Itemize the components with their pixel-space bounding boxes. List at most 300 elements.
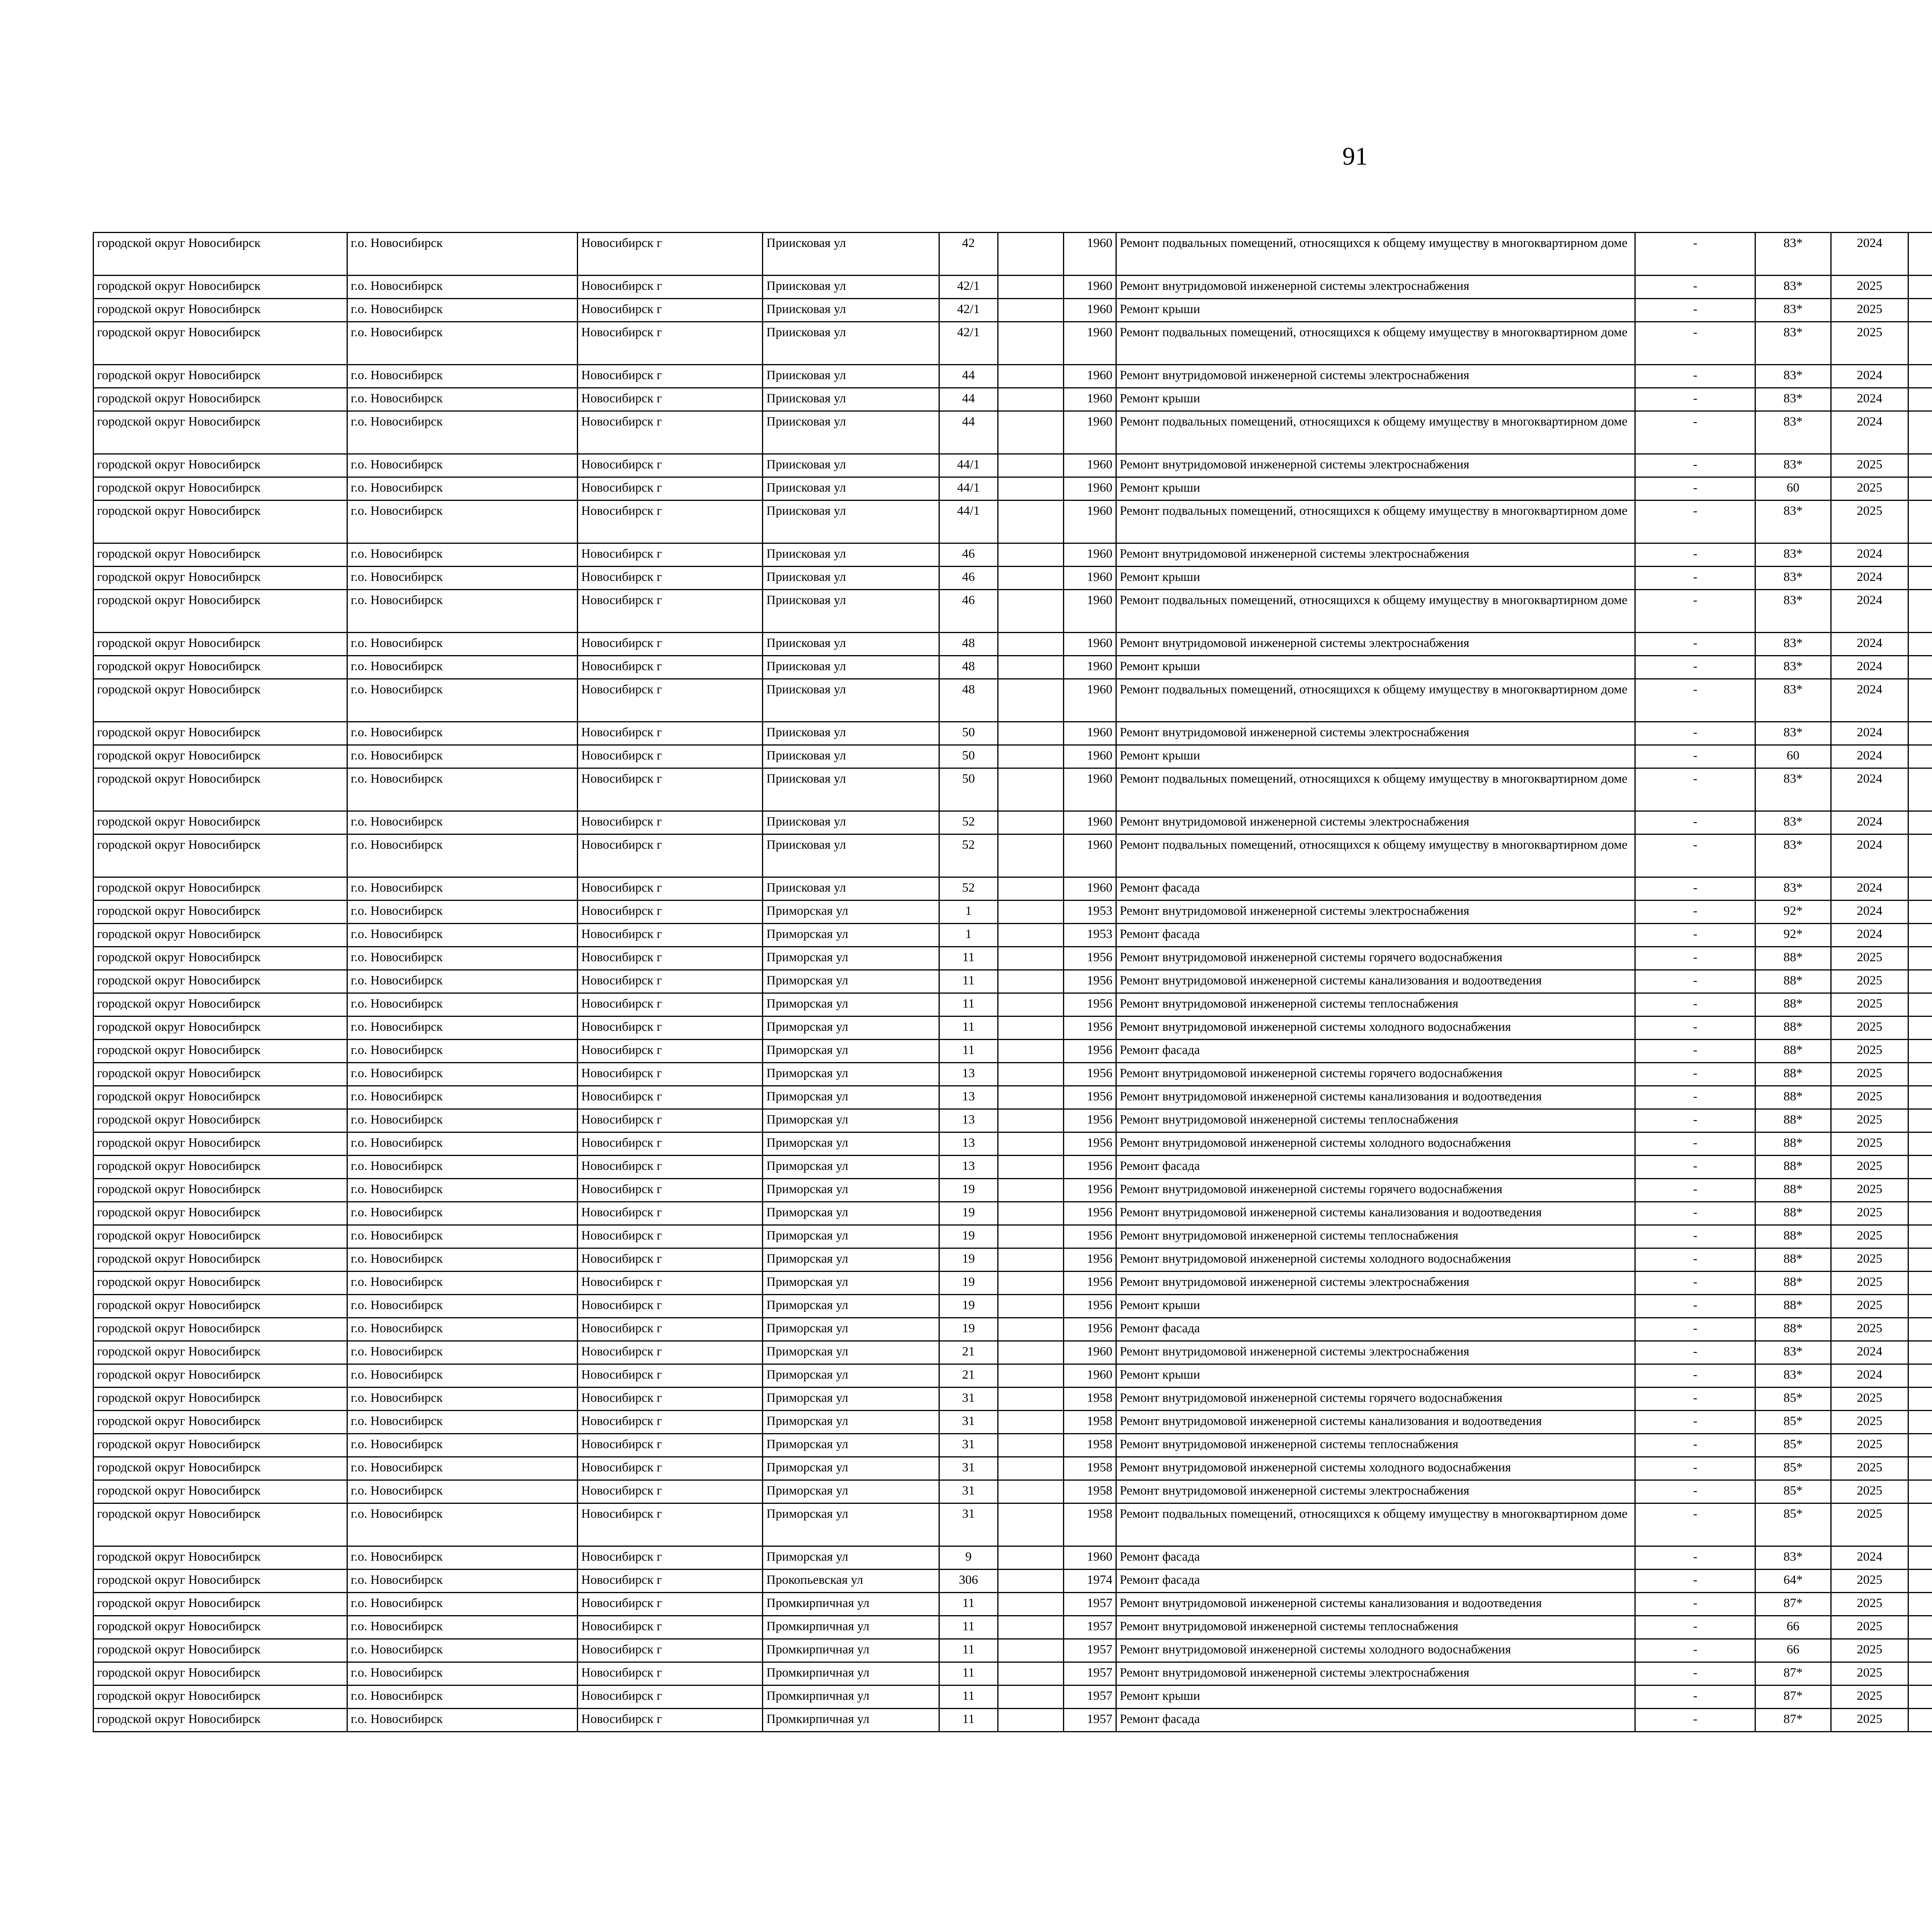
- page-number: 91: [1342, 142, 1368, 170]
- dash-cell: -: [1635, 1411, 1755, 1434]
- house-number-cell: 50: [939, 722, 998, 745]
- okrug-cell: городской округ Новосибирск: [94, 1295, 347, 1318]
- wear-percent-cell: 87*: [1755, 1685, 1831, 1709]
- year-end-cell: [1908, 365, 1932, 388]
- okrug-cell: городской округ Новосибирск: [94, 567, 347, 590]
- building-cell: [998, 877, 1064, 901]
- dash-cell: -: [1635, 877, 1755, 901]
- table-row: [94, 1156, 1932, 1179]
- municipality-cell: г.о. Новосибирск: [347, 1570, 578, 1593]
- wear-percent-cell: 88*: [1755, 1318, 1831, 1341]
- street-cell: Промкирпичная ул: [763, 1593, 939, 1616]
- table-row: [94, 1616, 1932, 1639]
- wear-percent-cell: 85*: [1755, 1480, 1831, 1503]
- building-cell: [998, 1225, 1064, 1248]
- street-cell: Приморская ул: [763, 1434, 939, 1457]
- municipality-cell: г.о. Новосибирск: [347, 1341, 578, 1364]
- year-end-cell: [1908, 388, 1932, 411]
- year-end-cell: [1908, 233, 1932, 276]
- building-cell: [998, 1132, 1064, 1156]
- building-cell: [998, 1685, 1064, 1709]
- work-type-cell: Ремонт крыши: [1116, 299, 1635, 322]
- okrug-cell: городской округ Новосибирск: [94, 501, 347, 543]
- work-type-cell: Ремонт внутридомовой инженерной системы электроснабжения: [1116, 722, 1635, 745]
- work-type-cell: Ремонт фасада: [1116, 1570, 1635, 1593]
- street-cell: Промкирпичная ул: [763, 1685, 939, 1709]
- year-end-cell: [1908, 1179, 1932, 1202]
- work-type-cell: Ремонт внутридомовой инженерной системы горячего водоснабжения: [1116, 1388, 1635, 1411]
- wear-percent-cell: 83*: [1755, 811, 1831, 834]
- year-end-cell: [1908, 679, 1932, 722]
- building-cell: [998, 1364, 1064, 1388]
- work-type-cell: Ремонт внутридомовой инженерной системы электроснабжения: [1116, 901, 1635, 924]
- wear-percent-cell: 88*: [1755, 1063, 1831, 1086]
- wear-percent-cell: 83*: [1755, 633, 1831, 656]
- street-cell: Приморская ул: [763, 1063, 939, 1086]
- street-cell: Приисковая ул: [763, 233, 939, 276]
- table-body: [94, 233, 1932, 1732]
- settlement-cell: Новосибирск г: [578, 656, 763, 679]
- street-cell: Приисковая ул: [763, 501, 939, 543]
- wear-percent-cell: 85*: [1755, 1411, 1831, 1434]
- settlement-cell: Новосибирск г: [578, 1662, 763, 1685]
- building-cell: [998, 1593, 1064, 1616]
- year-end-cell: [1908, 1685, 1932, 1709]
- year-start-cell: 2025: [1831, 1063, 1908, 1086]
- year-built-cell: 1958: [1064, 1457, 1116, 1480]
- year-built-cell: 1960: [1064, 477, 1116, 501]
- settlement-cell: Новосибирск г: [578, 1593, 763, 1616]
- table-row: [94, 656, 1932, 679]
- year-end-cell: [1908, 1040, 1932, 1063]
- municipality-cell: г.о. Новосибирск: [347, 1016, 578, 1040]
- work-type-cell: Ремонт крыши: [1116, 388, 1635, 411]
- table-row: [94, 877, 1932, 901]
- settlement-cell: Новосибирск г: [578, 901, 763, 924]
- year-built-cell: 1956: [1064, 1040, 1116, 1063]
- work-type-cell: Ремонт внутридомовой инженерной системы электроснабжения: [1116, 365, 1635, 388]
- street-cell: Приморская ул: [763, 1546, 939, 1570]
- building-cell: [998, 1341, 1064, 1364]
- building-cell: [998, 590, 1064, 633]
- dash-cell: -: [1635, 1709, 1755, 1732]
- okrug-cell: городской округ Новосибирск: [94, 1040, 347, 1063]
- street-cell: Приисковая ул: [763, 633, 939, 656]
- year-end-cell: [1908, 1639, 1932, 1662]
- municipality-cell: г.о. Новосибирск: [347, 411, 578, 454]
- municipality-cell: г.о. Новосибирск: [347, 947, 578, 970]
- municipality-cell: г.о. Новосибирск: [347, 1457, 578, 1480]
- wear-percent-cell: 83*: [1755, 276, 1831, 299]
- dash-cell: -: [1635, 543, 1755, 567]
- settlement-cell: Новосибирск г: [578, 1457, 763, 1480]
- year-start-cell: 2025: [1831, 322, 1908, 365]
- table-row: [94, 1040, 1932, 1063]
- building-cell: [998, 388, 1064, 411]
- year-built-cell: 1960: [1064, 567, 1116, 590]
- year-start-cell: 2024: [1831, 722, 1908, 745]
- okrug-cell: городской округ Новосибирск: [94, 722, 347, 745]
- settlement-cell: Новосибирск г: [578, 365, 763, 388]
- table-row: [94, 1086, 1932, 1109]
- municipality-cell: г.о. Новосибирск: [347, 924, 578, 947]
- year-end-cell: [1908, 656, 1932, 679]
- year-built-cell: 1956: [1064, 970, 1116, 993]
- street-cell: Приморская ул: [763, 970, 939, 993]
- wear-percent-cell: 88*: [1755, 970, 1831, 993]
- house-number-cell: 21: [939, 1341, 998, 1364]
- house-number-cell: 11: [939, 1685, 998, 1709]
- building-cell: [998, 993, 1064, 1016]
- settlement-cell: Новосибирск г: [578, 947, 763, 970]
- okrug-cell: городской округ Новосибирск: [94, 233, 347, 276]
- year-start-cell: 2025: [1831, 1662, 1908, 1685]
- okrug-cell: городской округ Новосибирск: [94, 1179, 347, 1202]
- year-start-cell: 2025: [1831, 1040, 1908, 1063]
- year-end-cell: [1908, 299, 1932, 322]
- settlement-cell: Новосибирск г: [578, 1225, 763, 1248]
- work-type-cell: Ремонт фасада: [1116, 1040, 1635, 1063]
- house-number-cell: 13: [939, 1109, 998, 1132]
- year-start-cell: 2024: [1831, 567, 1908, 590]
- year-start-cell: 2025: [1831, 1016, 1908, 1040]
- wear-percent-cell: 83*: [1755, 1364, 1831, 1388]
- wear-percent-cell: 83*: [1755, 1341, 1831, 1364]
- work-type-cell: Ремонт подвальных помещений, относящихся к общему имуществу в многоквартирном доме: [1116, 834, 1635, 877]
- table-row: [94, 477, 1932, 501]
- work-type-cell: Ремонт внутридомовой инженерной системы холодного водоснабжения: [1116, 1457, 1635, 1480]
- settlement-cell: Новосибирск г: [578, 501, 763, 543]
- house-number-cell: 11: [939, 1639, 998, 1662]
- building-cell: [998, 722, 1064, 745]
- house-number-cell: 19: [939, 1179, 998, 1202]
- building-cell: [998, 656, 1064, 679]
- year-start-cell: 2025: [1831, 1248, 1908, 1272]
- year-start-cell: 2024: [1831, 1341, 1908, 1364]
- year-end-cell: [1908, 993, 1932, 1016]
- wear-percent-cell: 88*: [1755, 993, 1831, 1016]
- house-number-cell: 19: [939, 1272, 998, 1295]
- year-built-cell: 1958: [1064, 1388, 1116, 1411]
- year-built-cell: 1960: [1064, 501, 1116, 543]
- settlement-cell: Новосибирск г: [578, 1503, 763, 1546]
- street-cell: Приморская ул: [763, 1272, 939, 1295]
- municipality-cell: г.о. Новосибирск: [347, 501, 578, 543]
- okrug-cell: городской округ Новосибирск: [94, 1132, 347, 1156]
- work-type-cell: Ремонт крыши: [1116, 1685, 1635, 1709]
- okrug-cell: городской округ Новосибирск: [94, 1202, 347, 1225]
- year-start-cell: 2025: [1831, 1388, 1908, 1411]
- year-end-cell: [1908, 1457, 1932, 1480]
- year-built-cell: 1958: [1064, 1503, 1116, 1546]
- okrug-cell: городской округ Новосибирск: [94, 1457, 347, 1480]
- municipality-cell: г.о. Новосибирск: [347, 993, 578, 1016]
- dash-cell: -: [1635, 1156, 1755, 1179]
- year-end-cell: [1908, 877, 1932, 901]
- year-start-cell: 2024: [1831, 745, 1908, 768]
- year-built-cell: 1956: [1064, 993, 1116, 1016]
- work-type-cell: Ремонт крыши: [1116, 567, 1635, 590]
- dash-cell: -: [1635, 1132, 1755, 1156]
- dash-cell: -: [1635, 388, 1755, 411]
- building-cell: [998, 1388, 1064, 1411]
- street-cell: Приисковая ул: [763, 656, 939, 679]
- wear-percent-cell: 88*: [1755, 1225, 1831, 1248]
- house-number-cell: 44: [939, 388, 998, 411]
- okrug-cell: городской округ Новосибирск: [94, 745, 347, 768]
- building-cell: [998, 1272, 1064, 1295]
- year-built-cell: 1960: [1064, 1341, 1116, 1364]
- table-row: [94, 633, 1932, 656]
- year-built-cell: 1960: [1064, 877, 1116, 901]
- year-end-cell: [1908, 1364, 1932, 1388]
- work-type-cell: Ремонт подвальных помещений, относящихся к общему имуществу в многоквартирном доме: [1116, 233, 1635, 276]
- municipality-cell: г.о. Новосибирск: [347, 633, 578, 656]
- work-type-cell: Ремонт внутридомовой инженерной системы теплоснабжения: [1116, 1109, 1635, 1132]
- street-cell: Приисковая ул: [763, 745, 939, 768]
- year-end-cell: [1908, 901, 1932, 924]
- okrug-cell: городской округ Новосибирск: [94, 411, 347, 454]
- table-row: [94, 1225, 1932, 1248]
- year-built-cell: 1958: [1064, 1480, 1116, 1503]
- year-end-cell: [1908, 1272, 1932, 1295]
- building-cell: [998, 679, 1064, 722]
- okrug-cell: городской округ Новосибирск: [94, 1616, 347, 1639]
- year-end-cell: [1908, 633, 1932, 656]
- okrug-cell: городской округ Новосибирск: [94, 1503, 347, 1546]
- house-number-cell: 52: [939, 811, 998, 834]
- street-cell: Приисковая ул: [763, 299, 939, 322]
- house-number-cell: 52: [939, 834, 998, 877]
- municipality-cell: г.о. Новосибирск: [347, 1434, 578, 1457]
- year-built-cell: 1953: [1064, 901, 1116, 924]
- building-cell: [998, 1202, 1064, 1225]
- street-cell: Приисковая ул: [763, 543, 939, 567]
- year-built-cell: 1956: [1064, 947, 1116, 970]
- wear-percent-cell: 88*: [1755, 1272, 1831, 1295]
- settlement-cell: Новосибирск г: [578, 1341, 763, 1364]
- wear-percent-cell: 83*: [1755, 679, 1831, 722]
- house-number-cell: 48: [939, 679, 998, 722]
- settlement-cell: Новосибирск г: [578, 1016, 763, 1040]
- okrug-cell: городской округ Новосибирск: [94, 1086, 347, 1109]
- wear-percent-cell: 83*: [1755, 454, 1831, 477]
- dash-cell: -: [1635, 745, 1755, 768]
- dash-cell: -: [1635, 1457, 1755, 1480]
- dash-cell: -: [1635, 365, 1755, 388]
- building-cell: [998, 1480, 1064, 1503]
- year-end-cell: [1908, 1434, 1932, 1457]
- okrug-cell: городской округ Новосибирск: [94, 1411, 347, 1434]
- municipality-cell: г.о. Новосибирск: [347, 1709, 578, 1732]
- settlement-cell: Новосибирск г: [578, 1179, 763, 1202]
- wear-percent-cell: 85*: [1755, 1457, 1831, 1480]
- year-end-cell: [1908, 1248, 1932, 1272]
- year-end-cell: [1908, 567, 1932, 590]
- building-cell: [998, 299, 1064, 322]
- municipality-cell: г.о. Новосибирск: [347, 1179, 578, 1202]
- municipality-cell: г.о. Новосибирск: [347, 1248, 578, 1272]
- municipality-cell: г.о. Новосибирск: [347, 1318, 578, 1341]
- year-built-cell: 1960: [1064, 722, 1116, 745]
- house-number-cell: 44/1: [939, 454, 998, 477]
- building-cell: [998, 811, 1064, 834]
- work-type-cell: Ремонт фасада: [1116, 1709, 1635, 1732]
- okrug-cell: городской округ Новосибирск: [94, 901, 347, 924]
- street-cell: Приморская ул: [763, 1156, 939, 1179]
- year-start-cell: 2025: [1831, 1503, 1908, 1546]
- building-cell: [998, 1709, 1064, 1732]
- year-start-cell: 2025: [1831, 1132, 1908, 1156]
- settlement-cell: Новосибирск г: [578, 970, 763, 993]
- wear-percent-cell: 87*: [1755, 1593, 1831, 1616]
- dash-cell: -: [1635, 1570, 1755, 1593]
- municipality-cell: г.о. Новосибирск: [347, 1086, 578, 1109]
- year-built-cell: 1956: [1064, 1109, 1116, 1132]
- house-number-cell: 31: [939, 1388, 998, 1411]
- okrug-cell: городской округ Новосибирск: [94, 1225, 347, 1248]
- year-end-cell: [1908, 276, 1932, 299]
- house-number-cell: 48: [939, 656, 998, 679]
- dash-cell: -: [1635, 299, 1755, 322]
- okrug-cell: городской округ Новосибирск: [94, 1662, 347, 1685]
- year-end-cell: [1908, 1341, 1932, 1364]
- okrug-cell: городской округ Новосибирск: [94, 590, 347, 633]
- work-type-cell: Ремонт подвальных помещений, относящихся к общему имуществу в многоквартирном доме: [1116, 411, 1635, 454]
- year-start-cell: 2025: [1831, 1272, 1908, 1295]
- year-built-cell: 1956: [1064, 1248, 1116, 1272]
- dash-cell: -: [1635, 1503, 1755, 1546]
- dash-cell: -: [1635, 233, 1755, 276]
- year-built-cell: 1960: [1064, 411, 1116, 454]
- year-start-cell: 2025: [1831, 1480, 1908, 1503]
- municipality-cell: г.о. Новосибирск: [347, 543, 578, 567]
- street-cell: Приморская ул: [763, 1202, 939, 1225]
- settlement-cell: Новосибирск г: [578, 679, 763, 722]
- year-end-cell: [1908, 1570, 1932, 1593]
- street-cell: Приморская ул: [763, 901, 939, 924]
- year-built-cell: 1956: [1064, 1016, 1116, 1040]
- table-row: [94, 1132, 1932, 1156]
- house-number-cell: 19: [939, 1248, 998, 1272]
- street-cell: Приисковая ул: [763, 388, 939, 411]
- work-type-cell: Ремонт внутридомовой инженерной системы горячего водоснабжения: [1116, 1179, 1635, 1202]
- wear-percent-cell: 88*: [1755, 1132, 1831, 1156]
- okrug-cell: городской округ Новосибирск: [94, 365, 347, 388]
- house-number-cell: 44: [939, 365, 998, 388]
- year-end-cell: [1908, 1086, 1932, 1109]
- okrug-cell: городской округ Новосибирск: [94, 811, 347, 834]
- table-row: [94, 1272, 1932, 1295]
- house-number-cell: 9: [939, 1546, 998, 1570]
- street-cell: Приморская ул: [763, 1132, 939, 1156]
- house-number-cell: 11: [939, 970, 998, 993]
- work-type-cell: Ремонт крыши: [1116, 656, 1635, 679]
- house-number-cell: 31: [939, 1480, 998, 1503]
- settlement-cell: Новосибирск г: [578, 411, 763, 454]
- year-end-cell: [1908, 411, 1932, 454]
- wear-percent-cell: 83*: [1755, 590, 1831, 633]
- wear-percent-cell: 85*: [1755, 1388, 1831, 1411]
- house-number-cell: 13: [939, 1132, 998, 1156]
- wear-percent-cell: 66: [1755, 1616, 1831, 1639]
- street-cell: Приморская ул: [763, 1086, 939, 1109]
- building-cell: [998, 543, 1064, 567]
- year-built-cell: 1957: [1064, 1639, 1116, 1662]
- municipality-cell: г.о. Новосибирск: [347, 1295, 578, 1318]
- year-start-cell: 2025: [1831, 1109, 1908, 1132]
- table-row: [94, 1364, 1932, 1388]
- building-cell: [998, 745, 1064, 768]
- municipality-cell: г.о. Новосибирск: [347, 1364, 578, 1388]
- municipality-cell: г.о. Новосибирск: [347, 877, 578, 901]
- street-cell: Приисковая ул: [763, 411, 939, 454]
- building-cell: [998, 1616, 1064, 1639]
- street-cell: Приморская ул: [763, 1457, 939, 1480]
- wear-percent-cell: 88*: [1755, 1295, 1831, 1318]
- year-built-cell: 1958: [1064, 1434, 1116, 1457]
- municipality-cell: г.о. Новосибирск: [347, 811, 578, 834]
- street-cell: Приморская ул: [763, 1295, 939, 1318]
- work-type-cell: Ремонт внутридомовой инженерной системы канализования и водоотведения: [1116, 1593, 1635, 1616]
- municipality-cell: г.о. Новосибирск: [347, 388, 578, 411]
- dash-cell: -: [1635, 276, 1755, 299]
- work-type-cell: Ремонт внутридомовой инженерной системы электроснабжения: [1116, 1341, 1635, 1364]
- year-start-cell: 2024: [1831, 411, 1908, 454]
- year-start-cell: 2025: [1831, 1434, 1908, 1457]
- okrug-cell: городской округ Новосибирск: [94, 1109, 347, 1132]
- dash-cell: -: [1635, 1109, 1755, 1132]
- year-end-cell: [1908, 768, 1932, 811]
- dash-cell: -: [1635, 1546, 1755, 1570]
- year-built-cell: 1960: [1064, 1364, 1116, 1388]
- house-number-cell: 11: [939, 993, 998, 1016]
- repair-register-table: [93, 232, 1932, 1732]
- year-start-cell: 2024: [1831, 633, 1908, 656]
- year-end-cell: [1908, 1503, 1932, 1546]
- street-cell: Приморская ул: [763, 1341, 939, 1364]
- year-built-cell: 1960: [1064, 745, 1116, 768]
- year-built-cell: 1956: [1064, 1179, 1116, 1202]
- table-row: [94, 1341, 1932, 1364]
- year-start-cell: 2024: [1831, 656, 1908, 679]
- dash-cell: -: [1635, 454, 1755, 477]
- table-row: [94, 388, 1932, 411]
- settlement-cell: Новосибирск г: [578, 745, 763, 768]
- year-built-cell: 1960: [1064, 388, 1116, 411]
- house-number-cell: 31: [939, 1457, 998, 1480]
- wear-percent-cell: 83*: [1755, 834, 1831, 877]
- table-row: [94, 1709, 1932, 1732]
- settlement-cell: Новосибирск г: [578, 1434, 763, 1457]
- year-start-cell: 2025: [1831, 1202, 1908, 1225]
- wear-percent-cell: 83*: [1755, 322, 1831, 365]
- work-type-cell: Ремонт внутридомовой инженерной системы электроснабжения: [1116, 633, 1635, 656]
- building-cell: [998, 1156, 1064, 1179]
- dash-cell: -: [1635, 1364, 1755, 1388]
- wear-percent-cell: 60: [1755, 477, 1831, 501]
- street-cell: Приисковая ул: [763, 454, 939, 477]
- municipality-cell: г.о. Новосибирск: [347, 1639, 578, 1662]
- dash-cell: -: [1635, 924, 1755, 947]
- year-start-cell: 2025: [1831, 1639, 1908, 1662]
- wear-percent-cell: 83*: [1755, 877, 1831, 901]
- dash-cell: -: [1635, 970, 1755, 993]
- year-end-cell: [1908, 1546, 1932, 1570]
- municipality-cell: г.о. Новосибирск: [347, 1132, 578, 1156]
- municipality-cell: г.о. Новосибирск: [347, 454, 578, 477]
- building-cell: [998, 501, 1064, 543]
